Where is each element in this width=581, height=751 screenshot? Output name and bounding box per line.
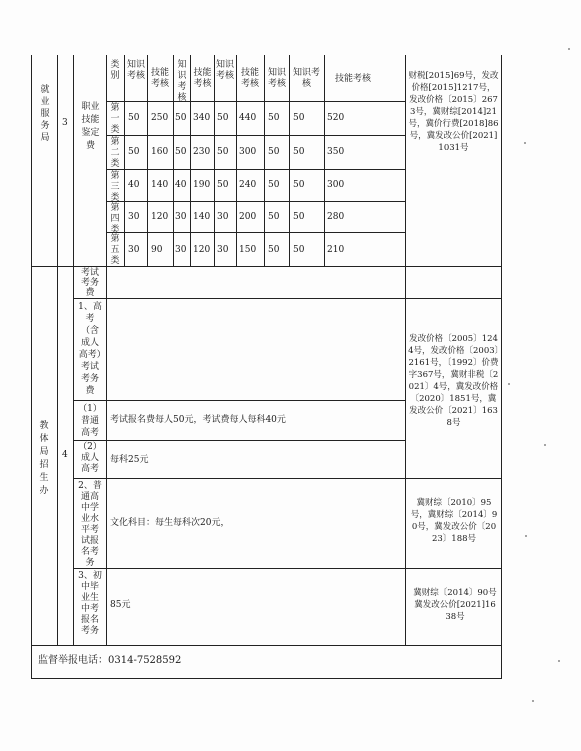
basis-gaokao: 发改价格〔2005〕1244号，发改价格〔2003〕2161号，〔1992〕价费字367号，冀财非税〔2021〕4号，冀发改价格〔2020〕1851号，冀发改公价〔2021〕1638号: [408, 334, 499, 428]
row3-bottom-rule: [31, 266, 502, 267]
grid-v8: [289, 55, 290, 266]
cell-value: 210: [327, 245, 345, 255]
cell-value: 50: [128, 113, 140, 123]
cell-value: 50: [293, 113, 305, 123]
cell-value: 50: [128, 147, 140, 157]
basis-xueye: 冀财综〔2010〕95号，冀财综〔2014〕90号，冀发改公价〔2023〕188号: [410, 498, 498, 544]
row4-h-chengren: [73, 478, 501, 479]
cell-value: 50: [268, 147, 280, 157]
grid-v5: [214, 55, 215, 266]
class-label: 第四类: [110, 203, 120, 235]
table-bottom-rule: [31, 645, 502, 646]
basis-zhongkao: 冀财综〔2014〕90号冀发改公价[2021]1638号: [413, 588, 497, 622]
item-gaokao: 1、高考（含成人高考）考试考务费: [78, 302, 102, 396]
cell-value: 240: [239, 180, 257, 190]
table-right-border: [501, 55, 502, 679]
scan-speck: [532, 700, 534, 702]
scan-speck: [558, 660, 560, 662]
class-label: 第五类: [110, 234, 120, 266]
cell-value: 40: [175, 180, 187, 190]
cell-value: 30: [175, 212, 187, 222]
scan-speck: [525, 535, 527, 537]
scan-speck: [508, 383, 510, 385]
row4-h-xueye: [73, 568, 501, 569]
cell-value: 280: [327, 212, 345, 222]
cell-value: 50: [217, 180, 229, 190]
cell-value: 120: [151, 212, 169, 222]
hotline: 监督举报电话：0314-7528592: [38, 655, 182, 666]
col-item-rule: [106, 55, 107, 645]
cell-value: 140: [151, 180, 169, 190]
row3-basis: 财税[2015]69号，发改价格[2015]1217号，发改价格〔2015〕2673号，冀财综[2014]21号，冀价行费[2018]86号，冀发改公价[2021]1031号: [408, 71, 499, 153]
header-category: 类别: [110, 60, 120, 81]
row4-no: 4: [62, 450, 68, 460]
cell-value: 230: [193, 147, 211, 157]
col-basis-rule: [405, 55, 406, 645]
grid-v9: [324, 55, 325, 266]
cell-value: 50: [217, 147, 229, 157]
standard-chengren: 每科25元: [110, 455, 149, 465]
cell-value: 50: [175, 147, 187, 157]
scan-speck: [568, 48, 570, 50]
cell-value: 30: [217, 245, 229, 255]
cell-value: 300: [239, 147, 257, 157]
item-xueye: 2、普通高中学业水平考试报名考务: [78, 481, 102, 568]
cell-value: 50: [268, 113, 280, 123]
cell-value: 160: [151, 147, 169, 157]
cell-value: 140: [193, 212, 211, 222]
standard-zhongkao: 85元: [110, 600, 131, 610]
scan-speck: [544, 444, 546, 446]
header-c6: 技能考核: [240, 68, 259, 89]
item-putong: （1）普通高考: [78, 404, 102, 438]
col-no-rule: [73, 55, 74, 645]
row4-h-examfee: [73, 298, 501, 299]
header-c9: 技能考核: [335, 74, 372, 84]
cell-value: 50: [293, 147, 305, 157]
header-c7: 知识考核: [267, 68, 286, 89]
row3-item: 职业技能鉴定费: [81, 102, 100, 151]
cell-value: 190: [193, 180, 211, 190]
cell-value: 90: [151, 245, 163, 255]
grid-v2: [147, 55, 148, 266]
grid-v7: [264, 55, 265, 266]
class-label: 第二类: [110, 137, 120, 169]
header-c1: 知识考核: [127, 60, 146, 81]
footer-bottom-rule: [31, 678, 502, 679]
cell-value: 50: [175, 113, 187, 123]
grid-h-4: [106, 232, 405, 233]
class-label: 第三类: [110, 171, 120, 203]
col-dept-rule: [57, 55, 58, 645]
header-c5: 知识考核: [216, 60, 235, 81]
grid-h-3: [106, 201, 405, 202]
cell-value: 30: [128, 245, 140, 255]
scan-speck: [524, 142, 526, 144]
row3-no: 3: [62, 118, 68, 128]
cell-value: 50: [268, 180, 280, 190]
row4-h-gaokao: [73, 400, 405, 401]
grid-v3: [173, 55, 174, 266]
cell-value: 250: [151, 113, 169, 123]
grid-v1: [124, 55, 125, 266]
grid-h-2: [106, 169, 405, 170]
cell-value: 520: [327, 113, 345, 123]
table-left-border: [31, 55, 32, 679]
cell-value: 50: [268, 245, 280, 255]
header-c8: 知识考核: [292, 68, 320, 89]
grid-h-header: [106, 101, 405, 102]
row3-dept: 就业服务局: [40, 85, 50, 143]
cell-value: 300: [327, 180, 345, 190]
header-c2: 技能考核: [150, 68, 169, 89]
cell-value: 120: [193, 245, 211, 255]
grid-h-1: [106, 135, 405, 136]
cell-value: 340: [193, 113, 211, 123]
cell-value: 200: [239, 212, 257, 222]
item-chengren: （2）成人高考: [78, 442, 102, 474]
row4-dept: 教体局招生办: [39, 421, 49, 496]
cell-value: 440: [239, 113, 257, 123]
cell-value: 30: [128, 212, 140, 222]
cell-value: 50: [293, 212, 305, 222]
item-exam-fee: 考试考务费: [80, 268, 99, 298]
header-c3: 知识考核: [177, 60, 187, 103]
header-c4: 技能考核: [193, 68, 212, 89]
standard-putong: 考试报名费每人50元，考试费每人每科40元: [110, 415, 286, 425]
cell-value: 350: [327, 147, 345, 157]
cell-value: 50: [293, 245, 305, 255]
cell-value: 40: [128, 180, 140, 190]
cell-value: 50: [217, 113, 229, 123]
cell-value: 30: [217, 212, 229, 222]
cell-value: 30: [175, 245, 187, 255]
row4-h-putong: [73, 440, 405, 441]
standard-xueye: 文化科目：每生每科次20元，: [110, 518, 230, 528]
cell-value: 50: [268, 212, 280, 222]
item-zhongkao: 3、初中毕业生中考报名考务: [78, 571, 102, 636]
cell-value: 50: [293, 180, 305, 190]
class-label: 第一类: [110, 103, 120, 135]
grid-v6: [236, 55, 237, 266]
grid-v4: [190, 55, 191, 266]
cell-value: 150: [239, 245, 257, 255]
